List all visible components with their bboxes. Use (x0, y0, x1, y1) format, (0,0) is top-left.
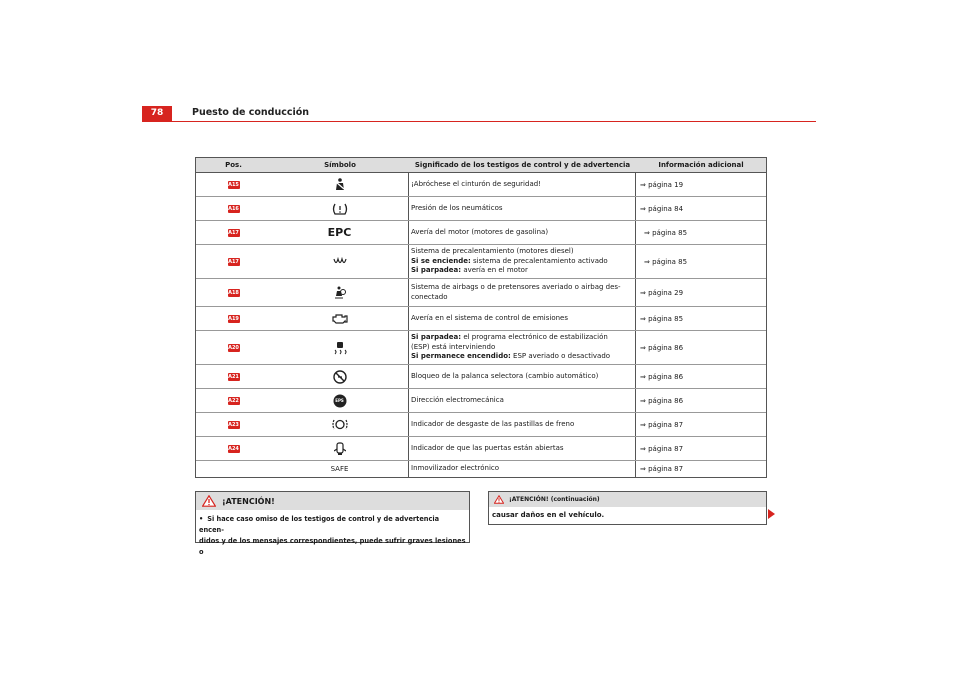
page-reference: ⇒ página 84 (640, 204, 684, 213)
page-reference: ⇒ página 86 (640, 396, 684, 405)
warning-triangle-icon (202, 495, 216, 507)
table-row (196, 437, 766, 461)
position-badge: A21 (228, 373, 239, 380)
position-badge: A20 (228, 344, 239, 351)
glow-plug-icon (333, 257, 347, 267)
meaning-text: Sistema de precalentamiento (motores diesel) (411, 247, 574, 256)
meaning-text: Sistema de airbags o de pretensores averiado o airbag des- (411, 283, 621, 291)
position-badge: A24 (228, 445, 239, 452)
warning-continuation-box (488, 491, 767, 525)
table-row (196, 331, 766, 365)
page-number: 78 (142, 106, 172, 121)
airbag-icon (333, 286, 347, 300)
seatbelt-icon (334, 178, 346, 192)
meaning-text: Indicador de desgaste de las pastillas de freno (411, 419, 575, 428)
position-badge: A15 (228, 181, 239, 188)
meaning-text: (ESP) está interviniendo (411, 342, 496, 351)
page-reference: ⇒ página 85 (644, 257, 688, 266)
page-reference: ⇒ página 87 (640, 420, 684, 429)
page-reference: ⇒ página 85 (640, 314, 684, 323)
meaning-text: Si se enciende: sistema de precalentamiento activado (411, 256, 608, 265)
warning-header (196, 492, 469, 510)
col-header-symbol: Símbolo (324, 161, 356, 169)
meaning-text: Avería del motor (motores de gasolina) (411, 227, 549, 236)
col-header-info: Información adicional (658, 161, 744, 169)
warning-continuation-text: causar daños en el vehículo. (492, 511, 605, 519)
warning-lights-table (195, 157, 767, 478)
position-badge: A17 (228, 258, 239, 265)
page-title: Puesto de conducción (192, 107, 310, 118)
meaning-text: Indicador de que las puertas están abiertas (411, 443, 564, 452)
meaning-text: Presión de los neumáticos (411, 203, 503, 212)
door-open-icon (334, 442, 346, 456)
warning-text: • Si hace caso omiso de los testigos de control y de advertencia encen- didos y de los mensajes correspondientes, puede sufrir graves lesiones o (199, 515, 466, 556)
position-badge: A18 (228, 289, 239, 296)
safe-text: SAFE (330, 465, 349, 473)
meaning-text: Avería en el sistema de control de emisiones (411, 313, 569, 322)
warning-box (195, 491, 470, 556)
table-row (196, 461, 766, 477)
position-badge: A19 (228, 315, 239, 322)
meaning-text: conectado (411, 292, 448, 301)
col-header-meaning: Significado de los testigos de control y de advertencia (414, 161, 631, 169)
meaning-text: Inmovilizador electrónico (411, 464, 500, 473)
position-badge: A16 (228, 205, 239, 212)
selector-lock-icon (333, 370, 347, 384)
meaning-text: Bloqueo de la palanca selectora (cambio automático) (411, 371, 599, 380)
table-row (196, 307, 766, 331)
page-reference: ⇒ página 86 (640, 372, 684, 381)
position-badge: A23 (228, 421, 239, 428)
page-reference: ⇒ página 85 (644, 228, 688, 237)
meaning-text: Si permanece encendido: ESP averiado o desactivado (411, 352, 611, 361)
table-row (196, 365, 766, 389)
bullet: • (199, 515, 204, 523)
table-row (196, 413, 766, 437)
page-reference: ⇒ página 86 (640, 343, 684, 352)
next-page-arrow-icon (768, 509, 775, 519)
position-badge: A17 (228, 229, 239, 236)
epc-icon: EPC (327, 226, 352, 239)
warning-continuation-title: ¡ATENCIÓN! (continuación) (509, 496, 600, 503)
table-row (196, 389, 766, 413)
meaning-text: Dirección electromecánica (411, 395, 504, 404)
meaning-text: Si parpadea: avería en el motor (411, 266, 528, 275)
engine-icon (331, 313, 349, 324)
table-row (196, 279, 766, 307)
page-reference: ⇒ página 29 (640, 288, 684, 297)
header-rule (142, 121, 816, 122)
table-row (196, 197, 766, 221)
esp-icon (332, 341, 348, 355)
meaning-text: Si parpadea: el programa electrónico de estabilización (411, 333, 608, 342)
warning-continuation-header (489, 492, 766, 507)
table-header (196, 158, 766, 173)
warning-title: ¡ATENCIÓN! (222, 496, 275, 506)
page-reference: ⇒ página 87 (640, 465, 684, 473)
table-row (196, 245, 766, 279)
meaning-text: ¡Abróchese el cinturón de seguridad! (411, 179, 541, 188)
tire-pressure-icon (332, 203, 348, 215)
page-reference: ⇒ página 19 (640, 180, 684, 189)
position-badge: A22 (228, 397, 239, 404)
table-row (196, 221, 766, 245)
brake-pad-icon (332, 418, 348, 431)
table-row (196, 173, 766, 197)
page-reference: ⇒ página 87 (640, 444, 684, 453)
steering-icon: EPS (333, 394, 347, 408)
col-header-pos: Pos. (225, 161, 242, 169)
warning-triangle-icon (494, 495, 504, 504)
